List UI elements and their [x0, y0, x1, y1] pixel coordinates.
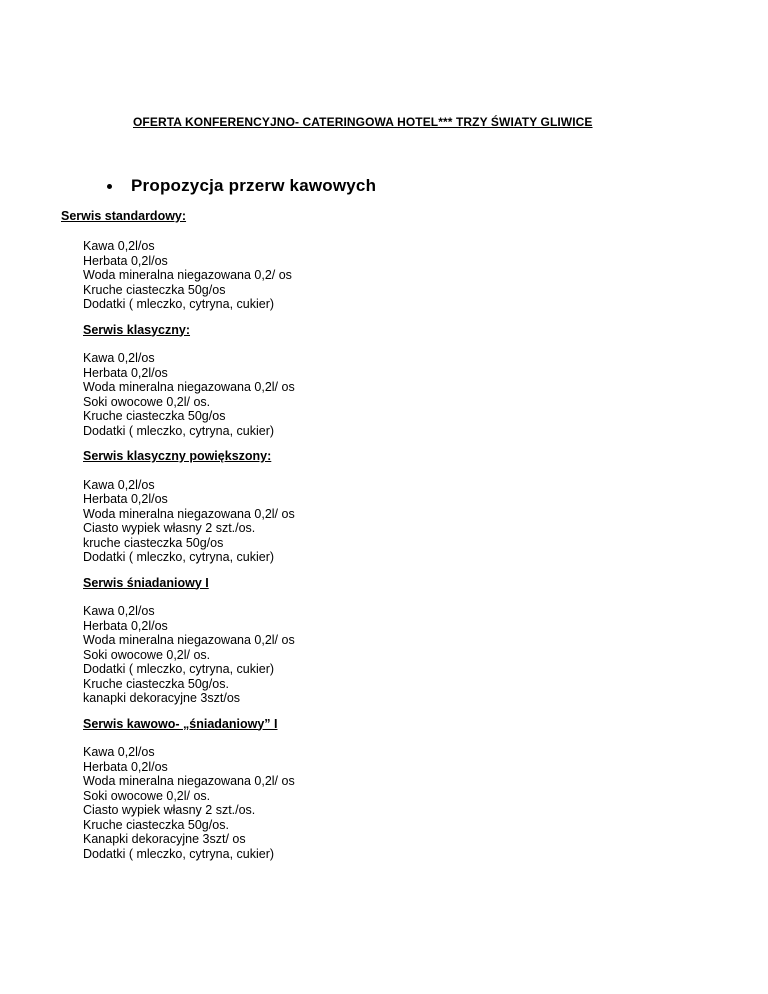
list-item: Soki owocowe 0,2l/ os.	[83, 788, 211, 803]
list-item: kanapki dekoracyjne 3szt/os	[83, 691, 241, 705]
section-standard	[83, 239, 295, 312]
heading-text: Propozycja przerw kawowych	[131, 176, 377, 195]
list-item: Dodatki ( mleczko, cytryna, cukier)	[83, 423, 275, 438]
list-item: Woda mineralna niegazowana 0,2l/ os	[83, 774, 295, 788]
section-breakfast	[83, 576, 295, 706]
section-title-coffee-breakfast: Serwis kawowo- „śniadaniowy” I	[83, 716, 278, 731]
list-item: Kawa 0,2l/os	[83, 239, 155, 253]
list-item: Woda mineralna niegazowana 0,2/ os	[83, 268, 292, 282]
list-item: Dodatki ( mleczko, cytryna, cukier)	[83, 846, 275, 861]
section-classic	[83, 323, 295, 439]
list-item: Kruche ciasteczka 50g/os.	[83, 676, 229, 691]
list-item: Soki owocowe 0,2l/ os.	[83, 394, 211, 409]
list-item: Kanapki dekoracyjne 3szt/ os	[83, 832, 246, 846]
list-item: Ciasto wypiek własny 2 szt./os.	[83, 803, 256, 817]
list-item: Woda mineralna niegazowana 0,2l/ os	[83, 506, 295, 521]
list-item: Kawa 0,2l/os	[83, 351, 155, 365]
section-coffee-breakfast	[83, 717, 295, 862]
section-title-classic: Serwis klasyczny:	[83, 322, 191, 337]
list-item: Soki owocowe 0,2l/ os.	[83, 647, 211, 662]
list-item: Kruche ciasteczka 50g/os.	[83, 817, 229, 832]
list-item: Dodatki ( mleczko, cytryna, cukier)	[83, 550, 275, 564]
list-item: Dodatki ( mleczko, cytryna, cukier)	[83, 662, 275, 676]
list-item: Kawa 0,2l/os	[83, 477, 155, 492]
bullet-icon	[107, 184, 112, 189]
section-title-breakfast: Serwis śniadaniowy I	[83, 575, 209, 590]
list-item: Woda mineralna niegazowana 0,2l/ os	[83, 633, 295, 647]
list-item: Woda mineralna niegazowana 0,2l/ os	[83, 380, 295, 394]
list-item: Kawa 0,2l/os	[83, 604, 155, 618]
list-item: Herbata 0,2l/os	[83, 492, 168, 506]
list-item: Ciasto wypiek własny 2 szt./os.	[83, 521, 256, 535]
list-item: kruche ciasteczka 50g/os	[83, 535, 224, 550]
list-item: Herbata 0,2l/os	[83, 759, 168, 774]
section-classic-extended	[83, 449, 295, 565]
bullet-heading	[107, 176, 376, 196]
list-item: Kawa 0,2l/os	[83, 745, 155, 759]
list-item: Herbata 0,2l/os	[83, 618, 168, 633]
list-item: Kruche ciasteczka 50g/os	[83, 282, 226, 297]
list-item: Dodatki ( mleczko, cytryna, cukier)	[83, 297, 275, 311]
list-item: Herbata 0,2l/os	[83, 253, 168, 268]
document-title: OFERTA KONFERENCYJNO- CATERINGOWA HOTEL*** TRZY ŚWIATY GLIWICE	[133, 115, 593, 129]
section-title-standard: Serwis standardowy:	[61, 209, 187, 223]
section-title-classic-extended: Serwis klasyczny powiększony:	[83, 449, 272, 463]
sections-list	[83, 239, 295, 861]
list-item: Herbata 0,2l/os	[83, 365, 168, 380]
list-item: Kruche ciasteczka 50g/os	[83, 409, 226, 423]
